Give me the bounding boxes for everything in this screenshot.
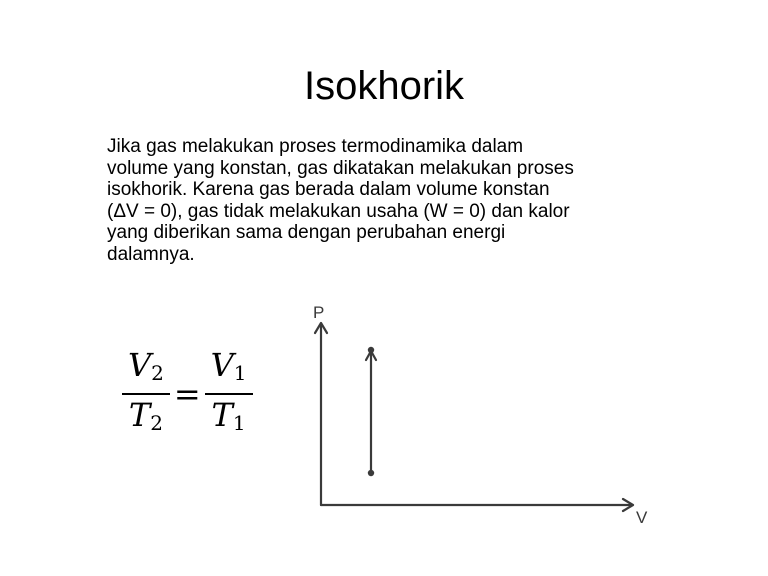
y-axis-label: P bbox=[313, 303, 325, 322]
paragraph-line: (ΔV = 0), gas tidak melakukan usaha (W = 0) dan kalor bbox=[107, 200, 570, 222]
numerator-subscript: 1 bbox=[233, 361, 247, 385]
start-point bbox=[368, 470, 374, 476]
denominator-subscript: 2 bbox=[150, 411, 163, 435]
paragraph-line: volume yang konstan, gas dikatakan melakukan proses bbox=[107, 157, 574, 179]
numerator-subscript: 2 bbox=[151, 361, 164, 385]
numerator-symbol: V bbox=[128, 346, 152, 384]
paragraph-line: yang diberikan sama dengan perubahan energi bbox=[107, 222, 506, 243]
paragraph-line: dalamnya. bbox=[107, 243, 195, 265]
equals-sign: = bbox=[173, 375, 201, 413]
paragraph-line: isokhorik. Karena gas berada dalam volume konstan bbox=[107, 179, 550, 200]
numerator-symbol: V bbox=[210, 346, 234, 384]
denominator-symbol: T bbox=[128, 396, 151, 434]
paragraph-line: Jika gas melakukan proses termodinamika dalam bbox=[107, 136, 524, 157]
x-axis-label: V bbox=[636, 508, 648, 527]
end-point bbox=[368, 347, 374, 353]
denominator-subscript: 1 bbox=[232, 411, 246, 435]
slide-title: Isokhorik bbox=[303, 64, 465, 108]
denominator-symbol: T bbox=[211, 396, 233, 434]
